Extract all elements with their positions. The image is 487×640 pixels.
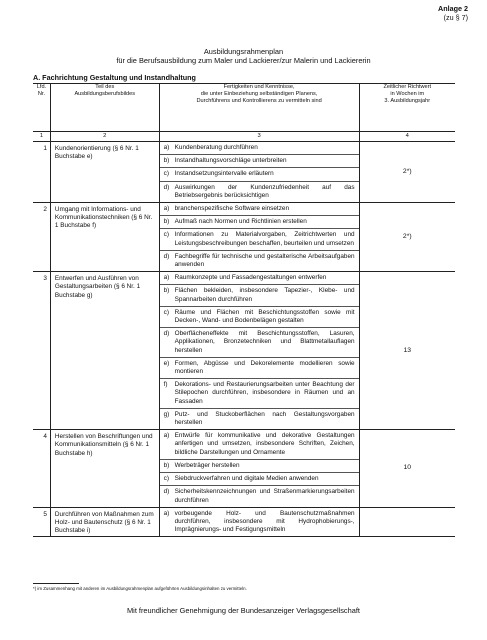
row-weeks: 2*)	[359, 142, 455, 203]
row-skills	[159, 430, 359, 507]
column-number: 1	[33, 132, 50, 142]
skill-item	[160, 357, 359, 378]
skill-letter: c)	[163, 308, 169, 316]
row-topic: Herstellen von Beschriftungen und Kommunikationsmitteln (§ 6 Nr. 1 Buchstabe h)	[50, 430, 159, 507]
skill-text: Dekorations- und Restaurierungsarbeiten unter Beachtung der Stilepochen durchführen, insbesondere in Räumen und an Fassaden	[174, 381, 355, 405]
skill-item	[160, 181, 359, 202]
row-number: 1	[33, 142, 50, 203]
skill-text: Siebdruckverfahren und digitale Medien anwenden	[174, 475, 319, 483]
column-number-row	[33, 132, 455, 142]
row-weeks: 10	[359, 430, 455, 507]
skill-text: Informationen zu Materialvorgaben, Zeitrichtwerten und Leistungsbeschreibungen beschaffen, beurteilen und umsetzen	[174, 231, 355, 247]
row-skills	[159, 272, 359, 430]
table-row	[33, 430, 455, 507]
column-number: 4	[359, 132, 455, 142]
table-row	[33, 507, 455, 537]
table-row	[33, 142, 455, 203]
skill-item	[160, 472, 359, 485]
skill-item	[160, 378, 359, 408]
permission-note: Mit freundlicher Genehmigung der Bundesanzeiger Verlagsgesellschaft	[127, 606, 360, 615]
skill-text: Aufmaß nach Normen und Richtlinien erstellen	[174, 218, 307, 226]
skill-text: Instandsetzungsintervalle erläutern	[174, 170, 274, 178]
footnote: *) im Zusammenhang mit anderen im Ausbildungsrahmenplan aufgeführten Ausbildungsinhalten zu vermitteln.	[33, 586, 247, 591]
skill-letter: a)	[163, 274, 170, 282]
row-topic: Umgang mit Informations- und Kommunikationstechniken (§ 6 Nr. 1 Buchstabe f)	[50, 203, 159, 272]
annex-reference: (zu § 7)	[443, 13, 468, 22]
skill-text: Putz- und Stuckoberflächen nach Gestaltungsvorgaben herstellen	[174, 410, 355, 427]
skill-letter: a)	[163, 509, 170, 517]
row-topic: Entwerfen und Ausführen von Gestaltungsarbeiten (§ 6 Nr. 1 Buchstabe g)	[50, 272, 159, 430]
skill-item	[160, 430, 359, 459]
skill-text: Formen, Abgüsse und Dekorelemente modellieren sowie montieren	[174, 359, 355, 376]
skill-item	[160, 284, 359, 305]
table-header-row	[33, 84, 455, 132]
skill-letter: d)	[163, 183, 170, 191]
column-number: 3	[159, 132, 359, 142]
skill-text: Flächen bekleiden, insbesondere Tapezier-, Klebe- und Spannarbeiten durchführen	[174, 287, 355, 303]
skill-item	[160, 215, 359, 228]
skill-letter: b)	[163, 218, 170, 226]
skill-text: Fachbegriffe für technische und gestalterische Arbeitsaufgaben anwenden	[174, 252, 355, 269]
title-line-2: für die Berufsausbildung zum Maler und Lackierer/zur Malerin und Lackiererin	[116, 56, 371, 66]
skill-letter: d)	[163, 488, 170, 496]
title-line-1: Ausbildungsrahmenplan	[203, 47, 284, 56]
row-number: 3	[33, 272, 50, 430]
annex-label	[438, 4, 468, 22]
row-weeks: 13	[359, 272, 455, 430]
skill-text: branchenspezifische Software einsetzen	[174, 205, 290, 213]
skill-letter: a)	[163, 144, 170, 151]
header-col-1: Lfd. Nr.	[33, 84, 50, 132]
skill-letter: a)	[163, 432, 170, 440]
header-col-4: Zeitlicher Richtwert in Wochen im 3. Ausbildungsjahr	[359, 84, 455, 132]
row-skills	[159, 507, 359, 537]
skill-item	[160, 142, 359, 154]
row-weeks: 2*)	[359, 203, 455, 272]
skill-letter: e)	[163, 359, 170, 367]
skill-item	[160, 459, 359, 472]
skill-text: Raumkonzepte und Fassadengestaltungen entwerfen	[174, 274, 327, 282]
document-title	[0, 47, 487, 66]
skill-letter: d)	[163, 330, 170, 338]
skill-text: Oberflächeneffekte mit Beschichtungsstoffen, Lasuren, Applikationen, Bronzetechniken und Blattmetallauflagen herstellen	[174, 330, 355, 354]
row-skills	[159, 142, 359, 203]
skill-letter: f)	[163, 381, 168, 389]
row-weeks	[359, 507, 455, 537]
skill-item	[160, 154, 359, 167]
skill-item	[160, 272, 359, 284]
header-col-2: Teil des Ausbildungsberufsbildes	[50, 84, 159, 132]
row-topic: Durchführen von Maßnahmen zum Holz- und Bautenschutz (§ 6 Nr. 1 Buchstabe i)	[50, 507, 159, 537]
section-heading: A. Fachrichtung Gestaltung und Instandhaltung	[33, 73, 196, 82]
annex-number: Anlage 2	[438, 4, 468, 13]
header-col-3: Fertigkeiten und Kenntnisse, die unter Einbeziehung selbständigen Planens, Durchführens und Kontrollierens zu vermitteln sind	[159, 84, 359, 132]
row-number: 5	[33, 507, 50, 537]
skill-letter: a)	[163, 205, 170, 213]
skill-letter: c)	[163, 170, 169, 178]
skill-item	[160, 306, 359, 327]
skill-letter: b)	[163, 157, 170, 165]
column-number: 2	[50, 132, 159, 142]
skill-text: Entwürfe für kommunikative und dekorative Gestaltungen anfertigen und umsetzen, insbesondere Schriften, Zeichen, bildliche Darstellungen und Ornamente	[174, 432, 355, 456]
row-number: 4	[33, 430, 50, 507]
row-topic: Kundenorientierung (§ 6 Nr. 1 Buchstabe e)	[50, 142, 159, 203]
skill-item	[160, 203, 359, 215]
skill-letter: b)	[163, 287, 170, 295]
table-row	[33, 272, 455, 430]
training-plan-table	[33, 83, 455, 537]
skill-item	[160, 485, 359, 506]
skill-item	[160, 508, 359, 537]
skill-text: Werbeträger herstellen	[174, 461, 240, 469]
skill-letter: c)	[163, 475, 169, 483]
row-number: 2	[33, 203, 50, 272]
skill-text: Auswirkungen der Kundenzufriedenheit auf das Betriebsergebnis berücksichtigen	[174, 183, 355, 199]
row-skills	[159, 203, 359, 272]
skill-text: Instandhaltungsvorschläge unterbreiten	[174, 157, 287, 165]
skill-text: Kundenberatung durchführen	[174, 144, 258, 151]
skill-letter: c)	[163, 231, 169, 239]
skill-item	[160, 167, 359, 180]
skill-item	[160, 250, 359, 271]
skill-item	[160, 408, 359, 429]
skill-text: vorbeugende Holz- und Bautenschutzmaßnahmen durchführen, insbesondere mit Hydrophobierungs-, Imprägnierungs- und Festigungsmitteln	[174, 509, 355, 534]
skill-text: Sicherheitskennzeichnungen und Straßenmarkierungsarbeiten durchführen	[174, 488, 355, 504]
footnote-divider	[33, 583, 79, 584]
skill-letter: d)	[163, 252, 170, 260]
skill-text: Räume und Flächen mit Beschichtungsstoffen sowie mit Decken-, Wand- und Bodenbelägen gestalten	[174, 308, 355, 325]
table-row	[33, 203, 455, 272]
skill-letter: b)	[163, 461, 170, 469]
skill-item	[160, 228, 359, 249]
skill-item	[160, 327, 359, 357]
skill-letter: g)	[163, 410, 170, 418]
